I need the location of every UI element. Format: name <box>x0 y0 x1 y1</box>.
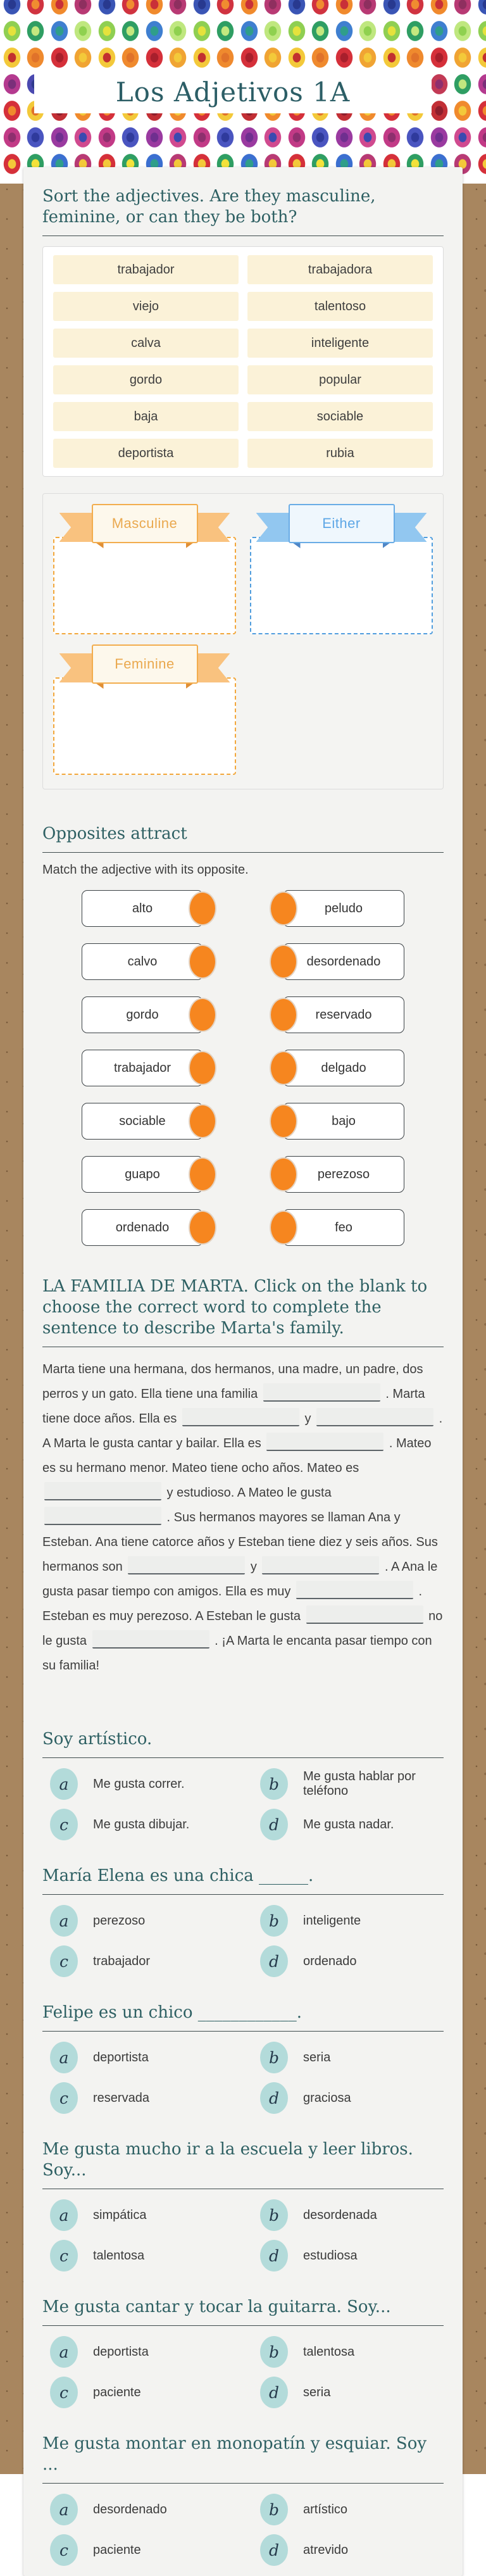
mc-option-a[interactable] <box>50 2042 260 2073</box>
match-word-label: guapo <box>125 1167 160 1181</box>
mc-section <box>42 1729 444 1840</box>
option-label: estudiosa <box>303 2248 358 2263</box>
match-word-label: ordenado <box>115 1220 170 1235</box>
cloze-text: Marta tiene una hermana, dos hermanos, una madre, un padre, dos perros y un gato. Ella tiene una familia <box>42 1362 423 1401</box>
cloze-blank[interactable] <box>92 1630 209 1649</box>
sort-section-heading: Sort the adjectives. Are they masculine, feminine, or can they be both? <box>42 187 376 227</box>
cloze-text: y <box>301 1412 315 1426</box>
option-letter-badge: a <box>50 2199 78 2231</box>
cloze-text: . Esteban es muy perezoso. A Esteban le gusta <box>42 1585 423 1623</box>
match-word-label: alto <box>132 901 153 915</box>
option-letter-badge: a <box>50 2494 78 2525</box>
option-letter-badge: c <box>50 2240 78 2271</box>
option-letter-badge: b <box>260 2494 288 2525</box>
feminine-banner <box>59 644 230 686</box>
cloze-blank[interactable] <box>263 1383 380 1402</box>
match-connector-dot[interactable] <box>270 945 297 979</box>
mc-heading: Felipe es un chico ____________. <box>42 2003 302 2022</box>
match-word-label: gordo <box>126 1007 159 1022</box>
match-row <box>82 1156 404 1193</box>
feminine-drop-target[interactable] <box>53 677 236 775</box>
mc-option-c[interactable] <box>50 2377 260 2408</box>
mc-option-d[interactable] <box>260 2240 444 2271</box>
option-label: Me gusta nadar. <box>303 1817 394 1831</box>
mc-option-d[interactable] <box>260 2534 444 2566</box>
mc-option-b[interactable] <box>260 1768 444 1800</box>
match-word-label: trabajador <box>113 1060 171 1075</box>
option-label: graciosa <box>303 2090 351 2105</box>
word-chip[interactable]: talentoso <box>247 292 433 321</box>
option-letter-badge: c <box>50 2534 78 2566</box>
match-row <box>82 890 404 927</box>
cloze-text: y <box>247 1560 261 1574</box>
mc-option-c[interactable] <box>50 2534 260 2566</box>
match-word-label: reservado <box>315 1007 372 1022</box>
mc-option-c[interactable] <box>50 2082 260 2114</box>
worksheet-title: Los Adjetivos 1A <box>115 76 351 108</box>
mc-section <box>42 1866 444 1977</box>
sort-drop-zones <box>42 493 444 789</box>
match-connector-dot[interactable] <box>189 945 216 979</box>
match-word-left <box>82 890 203 927</box>
drop-zone-either <box>250 504 433 634</box>
section-divider <box>42 1757 444 1758</box>
cloze-blank[interactable] <box>262 1556 379 1574</box>
option-letter-badge: b <box>260 2336 288 2368</box>
cloze-text: . Marta tiene doce años. Ella es <box>42 1387 425 1426</box>
option-label: simpática <box>93 2208 147 2222</box>
option-letter-badge: b <box>260 1905 288 1937</box>
option-label: artístico <box>303 2502 348 2516</box>
match-word-right <box>283 1156 404 1193</box>
mc-option-c[interactable] <box>50 2240 260 2271</box>
familia-section-heading: LA FAMILIA DE MARTA. Click on the blank to choose the correct word to complete the sentence to describe Marta's family. <box>42 1277 428 1338</box>
option-letter-badge: b <box>260 2042 288 2073</box>
section-divider <box>42 2483 444 2484</box>
mc-option-a[interactable] <box>50 2336 260 2368</box>
word-chip[interactable]: trabajadora <box>247 255 433 284</box>
match-word-right <box>283 890 404 927</box>
mc-option-b[interactable] <box>260 1905 444 1937</box>
option-label: reservada <box>93 2090 149 2105</box>
cloze-blank[interactable] <box>316 1408 433 1426</box>
mc-option-a[interactable] <box>50 1905 260 1937</box>
option-label: inteligente <box>303 1913 361 1928</box>
mc-section <box>42 2297 444 2408</box>
option-letter-badge: d <box>260 2240 288 2271</box>
cloze-text: . A Marta le gusta cantar y bailar. Ella es <box>42 1412 443 1450</box>
word-chip[interactable]: calva <box>53 329 239 358</box>
mc-options <box>42 2494 444 2566</box>
option-letter-badge: c <box>50 2377 78 2408</box>
mc-heading: Me gusta montar en monopatín y esquiar. Soy ... <box>42 2434 427 2474</box>
match-word-right <box>283 1103 404 1140</box>
option-label: perezoso <box>93 1913 146 1928</box>
cloze-blank[interactable] <box>182 1408 299 1426</box>
masculine-drop-target[interactable] <box>53 537 236 634</box>
mc-option-c[interactable] <box>50 1945 260 1977</box>
option-letter-badge: c <box>50 1945 78 1977</box>
option-label: paciente <box>93 2542 141 2557</box>
option-letter-badge: a <box>50 1768 78 1800</box>
match-word-left <box>82 943 203 980</box>
either-drop-target[interactable] <box>250 537 433 634</box>
mc-heading: Me gusta cantar y tocar la guitarra. Soy... <box>42 2297 391 2316</box>
word-chip[interactable]: popular <box>247 365 433 394</box>
match-connector-dot[interactable] <box>270 1051 297 1085</box>
match-word-label: bajo <box>332 1114 356 1128</box>
cloze-text: no le gusta <box>42 1609 443 1648</box>
mc-option-d[interactable] <box>260 2082 444 2114</box>
section-divider <box>42 1894 444 1895</box>
match-word-left <box>82 1050 203 1086</box>
cloze-text: . ¡A Marta le encanta pasar tiempo con su familia! <box>42 1634 432 1673</box>
option-label: Me gusta dibujar. <box>93 1817 190 1831</box>
cloze-paragraph <box>42 1357 444 1678</box>
option-letter-badge: a <box>50 2042 78 2073</box>
cloze-text: . Mateo es su hermano menor. Mateo tiene ocho años. Mateo es <box>42 1436 432 1475</box>
mc-heading: Me gusta mucho ir a la escuela y leer libros. Soy... <box>42 2140 413 2180</box>
option-letter-badge: a <box>50 2336 78 2368</box>
option-label: deportista <box>93 2344 149 2359</box>
match-word-right <box>283 996 404 1033</box>
match-word-left <box>82 1103 203 1140</box>
mc-options <box>42 1768 444 1840</box>
cloze-blank[interactable] <box>128 1556 245 1574</box>
option-letter-badge: c <box>50 1809 78 1840</box>
section-divider <box>42 2031 444 2032</box>
word-chip[interactable]: rubia <box>247 439 433 468</box>
cloze-text: . A Ana le gusta pasar tiempo con amigos. Ella es muy <box>42 1560 438 1599</box>
word-chip[interactable]: gordo <box>53 365 239 394</box>
word-chip[interactable]: sociable <box>247 402 433 431</box>
option-label: Me gusta correr. <box>93 1776 185 1791</box>
match-connector-dot[interactable] <box>270 1210 297 1245</box>
opposites-instructions: Match the adjective with its opposite. <box>42 863 249 877</box>
cloze-blank[interactable] <box>44 1507 161 1525</box>
title-band <box>34 70 432 113</box>
mc-option-d[interactable] <box>260 1809 444 1840</box>
match-connector-dot[interactable] <box>270 998 297 1032</box>
word-chip[interactable]: baja <box>53 402 239 431</box>
option-letter-badge: b <box>260 2199 288 2231</box>
drop-zone-feminine <box>53 644 236 775</box>
zone-banner-label: Feminine <box>92 644 198 684</box>
section-divider <box>42 852 444 853</box>
match-row <box>82 1209 404 1246</box>
match-word-label: peludo <box>324 901 363 915</box>
either-banner <box>256 504 427 546</box>
word-chip[interactable]: trabajador <box>53 255 239 284</box>
match-word-label: perezoso <box>317 1167 370 1181</box>
option-label: paciente <box>93 2385 141 2399</box>
mc-section <box>42 2139 444 2271</box>
watercolor-dots-banner <box>0 0 486 184</box>
mc-section <box>42 2434 444 2566</box>
match-word-right <box>283 1050 404 1086</box>
opposites-section-heading: Opposites attract <box>42 824 187 843</box>
option-letter-badge: d <box>260 2534 288 2566</box>
match-connector-dot[interactable] <box>270 1157 297 1191</box>
option-letter-badge: d <box>260 2377 288 2408</box>
worksheet-card <box>23 167 463 2576</box>
cloze-blank[interactable] <box>306 1605 423 1624</box>
cloze-blank[interactable] <box>44 1482 161 1500</box>
mc-option-c[interactable] <box>50 1809 260 1840</box>
mc-option-b[interactable] <box>260 2494 444 2525</box>
match-word-label: sociable <box>119 1114 166 1128</box>
option-label: talentosa <box>93 2248 145 2263</box>
mc-section <box>42 2002 444 2114</box>
match-word-left <box>82 996 203 1033</box>
match-connector-dot[interactable] <box>189 1157 216 1191</box>
match-connector-dot[interactable] <box>189 998 216 1032</box>
mc-options <box>42 2042 444 2114</box>
mc-option-a[interactable] <box>50 2494 260 2525</box>
option-label: atrevido <box>303 2542 349 2557</box>
match-grid <box>42 890 444 1246</box>
match-connector-dot[interactable] <box>189 1104 216 1138</box>
mc-options <box>42 2336 444 2408</box>
option-letter-badge: c <box>50 2082 78 2114</box>
masculine-banner <box>59 504 230 546</box>
cloze-text: . Sus hermanos mayores se llaman Ana y Esteban. Ana tiene catorce años y Esteban tiene diez y seis años. Sus hermanos son <box>42 1511 438 1574</box>
option-label: ordenado <box>303 1954 357 1968</box>
match-connector-dot[interactable] <box>270 1104 297 1138</box>
option-label: seria <box>303 2385 331 2399</box>
word-chip[interactable]: viejo <box>53 292 239 321</box>
option-label: talentosa <box>303 2344 355 2359</box>
mc-options <box>42 1905 444 1977</box>
option-label: Me gusta hablar por teléfono <box>303 1769 416 1798</box>
zone-banner-label: Either <box>289 504 395 543</box>
word-chip[interactable]: inteligente <box>247 329 433 358</box>
match-connector-dot[interactable] <box>189 1210 216 1245</box>
option-letter-badge: b <box>260 1768 288 1800</box>
match-row <box>82 943 404 980</box>
option-letter-badge: d <box>260 1945 288 1977</box>
match-word-left <box>82 1156 203 1193</box>
mc-option-a[interactable] <box>50 1768 260 1800</box>
match-row <box>82 996 404 1033</box>
mc-option-b[interactable] <box>260 2042 444 2073</box>
mc-heading: Soy artístico. <box>42 1730 153 1749</box>
mc-option-b[interactable] <box>260 2336 444 2368</box>
match-word-label: calvo <box>127 954 158 969</box>
match-word-label: feo <box>335 1220 352 1235</box>
mc-options <box>42 2199 444 2271</box>
drop-zone-masculine <box>53 504 236 634</box>
match-connector-dot[interactable] <box>189 1051 216 1085</box>
match-connector-dot[interactable] <box>189 891 216 926</box>
option-letter-badge: d <box>260 2082 288 2114</box>
option-label: trabajador <box>93 1954 151 1968</box>
cloze-blank[interactable] <box>296 1581 413 1599</box>
mc-option-d[interactable] <box>260 2377 444 2408</box>
mc-heading: María Elena es una chica ______. <box>42 1866 314 1885</box>
option-label: deportista <box>93 2050 149 2064</box>
match-word-label: desordenado <box>306 954 381 969</box>
match-word-label: delgado <box>321 1060 366 1075</box>
match-word-right <box>283 1209 404 1246</box>
cloze-blank[interactable] <box>266 1433 383 1451</box>
match-row <box>82 1050 404 1086</box>
zone-banner-label: Masculine <box>92 504 198 543</box>
match-connector-dot[interactable] <box>270 891 297 926</box>
option-label: desordenado <box>93 2502 167 2516</box>
option-letter-badge: a <box>50 1905 78 1937</box>
section-divider <box>42 2325 444 2326</box>
option-letter-badge: d <box>260 1809 288 1840</box>
word-bank <box>42 246 444 477</box>
word-chip[interactable]: deportista <box>53 439 239 468</box>
mc-option-d[interactable] <box>260 1945 444 1977</box>
cloze-text: y estudioso. A Mateo le gusta <box>163 1486 332 1500</box>
option-label: desordenada <box>303 2208 377 2222</box>
mc-option-b[interactable] <box>260 2199 444 2231</box>
match-word-right <box>283 943 404 980</box>
match-word-left <box>82 1209 203 1246</box>
option-label: seria <box>303 2050 331 2064</box>
match-row <box>82 1103 404 1140</box>
mc-option-a[interactable] <box>50 2199 260 2231</box>
